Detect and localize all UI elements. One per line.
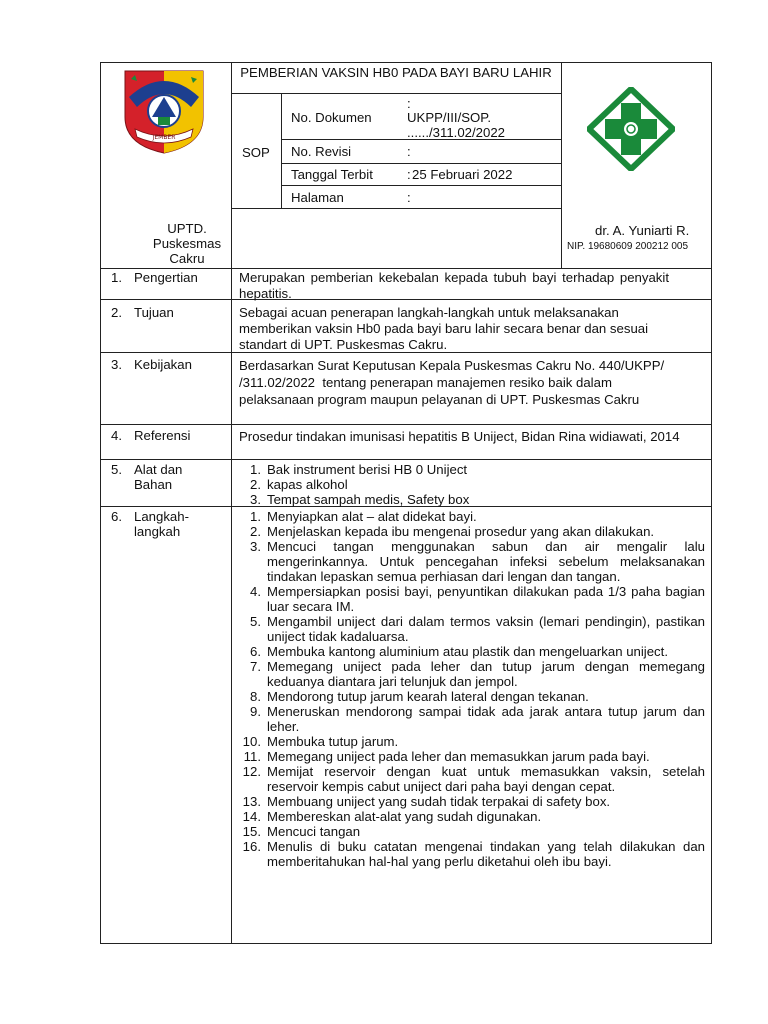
list-item: 2. kapas alkohol <box>250 477 348 492</box>
puskesmas-logo <box>587 87 675 171</box>
list-item: 10. Membuka tutup jarum. <box>242 734 399 749</box>
list-item: 3. Mencuci tangan menggunakan sabun dan air mengalir lalu mengerinkannya. Untuk pencegahan infeksi sebelum melaksanakan tindakan lepaskan semua perhiasan dari lengan dan tangan. <box>250 539 705 584</box>
sop-document <box>100 62 712 944</box>
list-item: 14. Membereskan alat-alat yang sudah digunakan. <box>242 809 542 824</box>
doc-number-colon: : <box>407 96 411 111</box>
list-item: 12. Memijat reservoir dengan kuat untuk memasukkan vaksin, setelah reservoir kempis cabut uniject dari paha bayi dengan cepat. <box>242 764 705 794</box>
divider <box>561 63 562 268</box>
doc-number-value: UKPP/III/SOP. ....../311.02/2022 <box>407 110 506 140</box>
section-text-tujuan: Sebagai acuan penerapan langkah-langkah untuk melaksanakan memberikan vaksin Hb0 pada bayi baru lahir secara benar dan sesuai standart di UPT. Puskesmas Cakru. <box>239 305 649 352</box>
list-item: 1. Menyiapkan alat – alat didekat bayi. <box>250 509 477 524</box>
emblem-banner-text: JEMBER <box>152 134 176 141</box>
revision-colon: : <box>407 144 411 159</box>
list-item: 3. Tempat sampah medis, Safety box <box>250 492 470 507</box>
section-label-langkah: Langkah-langkah <box>134 509 189 539</box>
list-item: 1. Bak instrument berisi HB 0 Uniject <box>250 462 468 477</box>
section-label-referensi: Referensi <box>134 428 191 443</box>
divider <box>281 93 282 208</box>
divider <box>281 185 561 186</box>
list-item: 13. Membuang uniject yang sudah tidak terpakai di safety box. <box>242 794 611 809</box>
list-item: 8. Mendorong tutup jarum kearah lateral dengan tekanan. <box>250 689 589 704</box>
divider <box>281 163 561 164</box>
page-label: Halaman <box>291 190 344 205</box>
section-number: 2. <box>111 305 122 320</box>
doc-number-label: No. Dokumen <box>291 110 372 125</box>
section-text-kebijakan: Berdasarkan Surat Keputusan Kepala Puskesmas Cakru No. 440/UKPP/ /311.02/2022 tentang penerapan manajemen resiko baik dalam pelaksanaan program maupun pelayanan di UPT. Puskesmas Cakru <box>239 358 687 407</box>
section-label-alat-bahan: Alat dan Bahan <box>134 462 183 492</box>
list-item: 2. Menjelaskan kepada ibu mengenai prosedur yang akan dilakukan. <box>250 524 655 539</box>
list-item: 6. Membuka kantong aluminium atau plastik dan mengeluarkan uniject. <box>250 644 668 659</box>
signer-name: dr. A. Yuniarti R. <box>595 223 690 238</box>
page-colon: : <box>407 190 411 205</box>
sop-label: SOP <box>242 145 270 160</box>
issue-date-value: 25 Februari 2022 <box>412 167 513 182</box>
section-number: 4. <box>111 428 122 443</box>
divider <box>101 459 712 460</box>
divider <box>231 63 232 944</box>
page-title: PEMBERIAN VAKSIN HB0 PADA BAYI BARU LAHIR <box>240 65 552 80</box>
list-item: 7. Memegang uniject pada leher dan tutup jarum dengan memegang keduanya diantara jari telunjuk dan jempol. <box>250 659 705 689</box>
list-item: 11. Memegang uniject pada leher dan memasukkan jarum pada bayi. <box>243 749 650 764</box>
section-label-tujuan: Tujuan <box>134 305 174 320</box>
section-number: 1. <box>111 270 122 285</box>
list-item: 4. Mempersiapkan posisi bayi, penyuntikan dilakukan pada 1/3 paha bagian luar secara IM. <box>250 584 705 614</box>
section-number: 6. <box>111 509 122 524</box>
divider <box>101 268 712 269</box>
list-item: 5. Mengambil uniject dari dalam termos vaksin (lemari pendingin), pastikan uniject tidak kadaluarsa. <box>250 614 705 644</box>
org-name: UPTD. Puskesmas Cakru <box>152 221 222 266</box>
alat-bahan-list <box>233 462 705 507</box>
section-label-kebijakan: Kebijakan <box>134 357 192 372</box>
langkah-list <box>233 509 705 869</box>
divider <box>231 208 561 209</box>
regional-emblem-logo <box>121 67 207 155</box>
section-label-pengertian: Pengertian <box>134 270 198 285</box>
section-text-referensi: Prosedur tindakan imunisasi hepatitis B Uniject, Bidan Rina widiawati, 2014 <box>239 429 680 444</box>
section-text-pengertian: Merupakan pemberian kekebalan kepada tubuh bayi terhadap penyakit hepatitis. <box>239 270 669 301</box>
signer-nip: NIP. 19680609 200212 005 <box>567 241 689 252</box>
list-item: 9. Meneruskan mendorong sampai tidak ada jarak antara tutup jarum dan leher. <box>250 704 705 734</box>
issue-date-label: Tanggal Terbit <box>291 167 373 182</box>
section-number: 3. <box>111 357 122 372</box>
divider <box>101 424 712 425</box>
list-item: 16. Menulis di buku catatan mengenai tindakan yang telah dilakukan dan memberitahukan hal-hal yang perlu diketahui oleh ibu bayi. <box>242 839 705 869</box>
issue-date-colon: : <box>407 167 411 182</box>
list-item: 15. Mencuci tangan <box>242 824 361 839</box>
revision-label: No. Revisi <box>291 144 352 159</box>
section-number: 5. <box>111 462 122 477</box>
